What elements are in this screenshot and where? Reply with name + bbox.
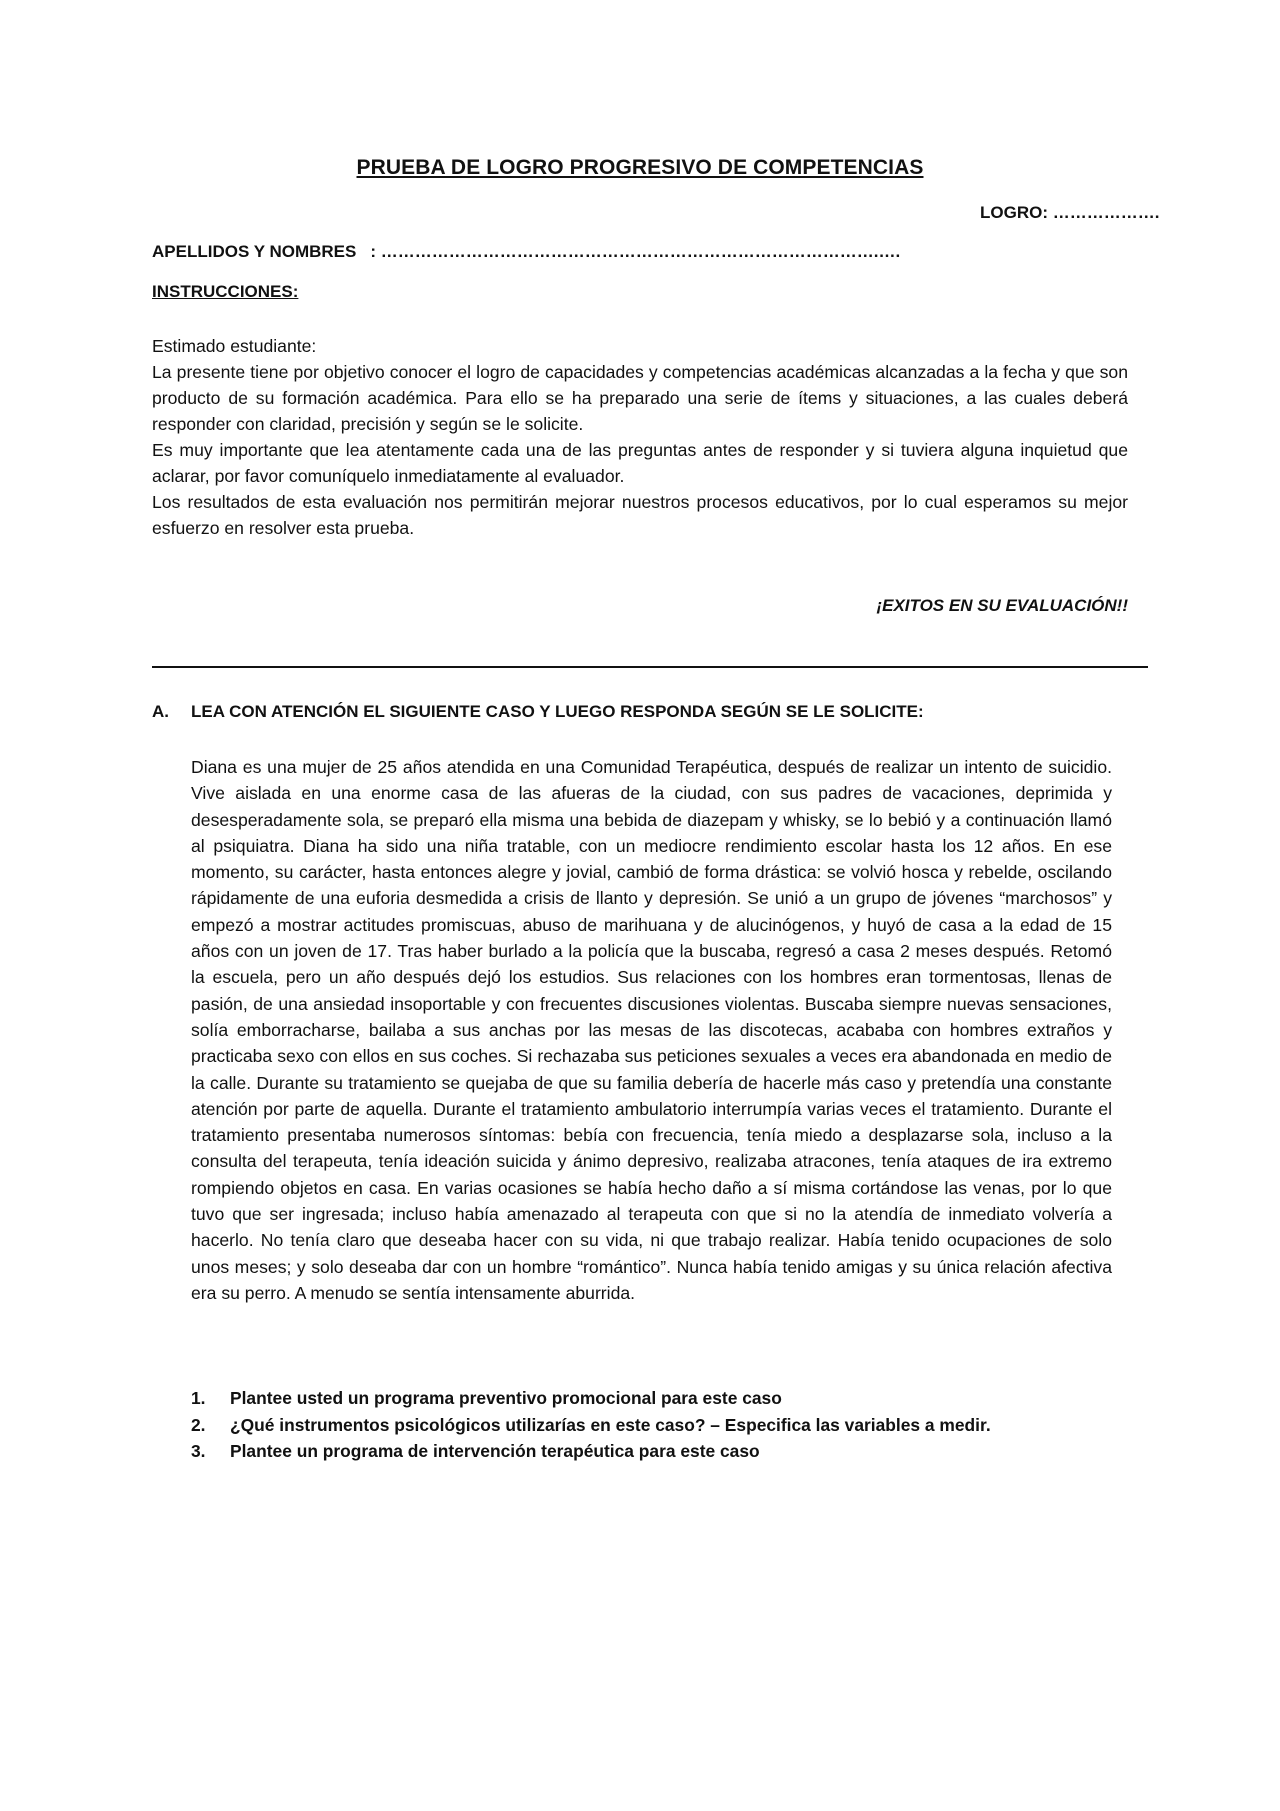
logro-field: LOGRO: ……………….	[980, 203, 1160, 222]
question-item	[191, 1438, 991, 1465]
question-text: ¿Qué instrumentos psicológicos utilizarías en este caso? – Especifica las variables a medir.	[230, 1414, 991, 1435]
closing-wish: ¡EXITOS EN SU EVALUACIÓN!!	[876, 596, 1128, 615]
horizontal-divider	[152, 666, 1148, 668]
question-text: Plantee usted un programa preventivo promocional para este caso	[230, 1388, 782, 1408]
question-item	[191, 1385, 991, 1412]
intro-greeting: Estimado estudiante:	[152, 336, 317, 356]
instructions-heading: INSTRUCCIONES:	[152, 282, 299, 301]
names-field	[152, 242, 900, 262]
document-title: PRUEBA DE LOGRO PROGRESIVO DE COMPETENCIAS	[356, 156, 924, 179]
question-number: 2.	[191, 1414, 206, 1435]
intro-block	[152, 333, 1128, 541]
section-heading-text: LEA CON ATENCIÓN EL SIGUIENTE CASO Y LUEGO RESPONDA SEGÚN SE LE SOLICITE:	[191, 702, 924, 721]
question-item	[191, 1412, 991, 1439]
intro-paragraph: La presente tiene por objetivo conocer el logro de capacidades y competencias académicas alcanzadas a la fecha y que son producto de su formación académica. Para ello se ha preparado una serie de ítems y situaciones, a las cuales deberá responder con claridad, precisión y según se le solicite.	[152, 362, 1128, 434]
intro-paragraph: Los resultados de esta evaluación nos permitirán mejorar nuestros procesos educativos, por lo cual esperamos su mejor esfuerzo en resolver esta prueba.	[152, 492, 1128, 538]
intro-paragraph: Es muy importante que lea atentamente cada una de las preguntas antes de responder y si tuviera alguna inquietud que aclarar, por favor comuníquelo inmediatamente al evaluador.	[152, 440, 1128, 486]
question-text: Plantee un programa de intervención terapéutica para este caso	[230, 1441, 760, 1461]
names-label: APELLIDOS Y NOMBRES	[152, 242, 357, 261]
section-a-heading	[152, 702, 924, 722]
question-number: 1.	[191, 1388, 206, 1408]
question-list	[191, 1385, 991, 1465]
section-letter: A.	[152, 702, 169, 721]
question-number: 3.	[191, 1441, 206, 1461]
names-blank: : …………………………………………………………………………….….	[370, 242, 901, 261]
case-text: Diana es una mujer de 25 años atendida en una Comunidad Terapéutica, después de realizar un intento de suicidio. Vive aislada en una enorme casa de las afueras de la ciudad, con sus padres de vacaciones, deprimida y desesperadamente sola, se preparó ella misma una bebida de diazepam y whisky, se lo bebió y a continuación llamó al psiquiatra. Diana ha sido una niña tratable, con un mediocre rendimiento escolar hasta los 12 años. En ese momento, su carácter, hasta entonces alegre y jovial, cambió de forma drástica: se volvió hosca y rebelde, oscilando rápidamente de una euforia desmedida a crisis de llanto y depresión. Se unió a un grupo de jóvenes “marchosos” y empezó a mostrar actitudes promiscuas, abuso de marihuana y de alucinógenos, y huyó de casa a la edad de 15 años con un joven de 17. Tras haber burlado a la policía que la buscaba, regresó a casa 2 meses después. Retomó la escuela, pero un año después dejó los estudios. Sus relaciones con los hombres eran tormentosas, llenas de pasión, de una ansiedad insoportable y con frecuentes discusiones violentas. Buscaba siempre nuevas sensaciones, solía emborracharse, bailaba a sus anchas por las mesas de las discotecas, acababa con hombres extraños y practicaba sexo con ellos en sus coches. Si rechazaba sus peticiones sexuales a veces era abandonada en medio de la calle. Durante su tratamiento se quejaba de que su familia debería de hacerle más caso y pretendía una constante atención por parte de aquella. Durante el tratamiento ambulatorio interrumpía varias veces el tratamiento. Durante el tratamiento presentaba numerosos síntomas: bebía con frecuencia, tenía miedo a desplazarse sola, incluso a la consulta del terapeuta, tenía ideación suicida y ánimo depresivo, realizaba atracones, tenía ataques de ira extremo rompiendo objetos en casa. En varias ocasiones se había hecho daño a sí misma cortándose las venas, por lo que tuvo que ser ingresada; incluso había amenazado al terapeuta con que si no la atendía de inmediato volvería a hacerlo. No tenía claro que deseaba hacer con su vida, ni que trabajo realizar. Había tenido ocupaciones de solo unos meses; y solo deseaba dar con un hombre “romántico”. Nunca había tenido amigas y su única relación afectiva era su perro. A menudo se sentía intensamente aburrida.	[191, 757, 1112, 1303]
